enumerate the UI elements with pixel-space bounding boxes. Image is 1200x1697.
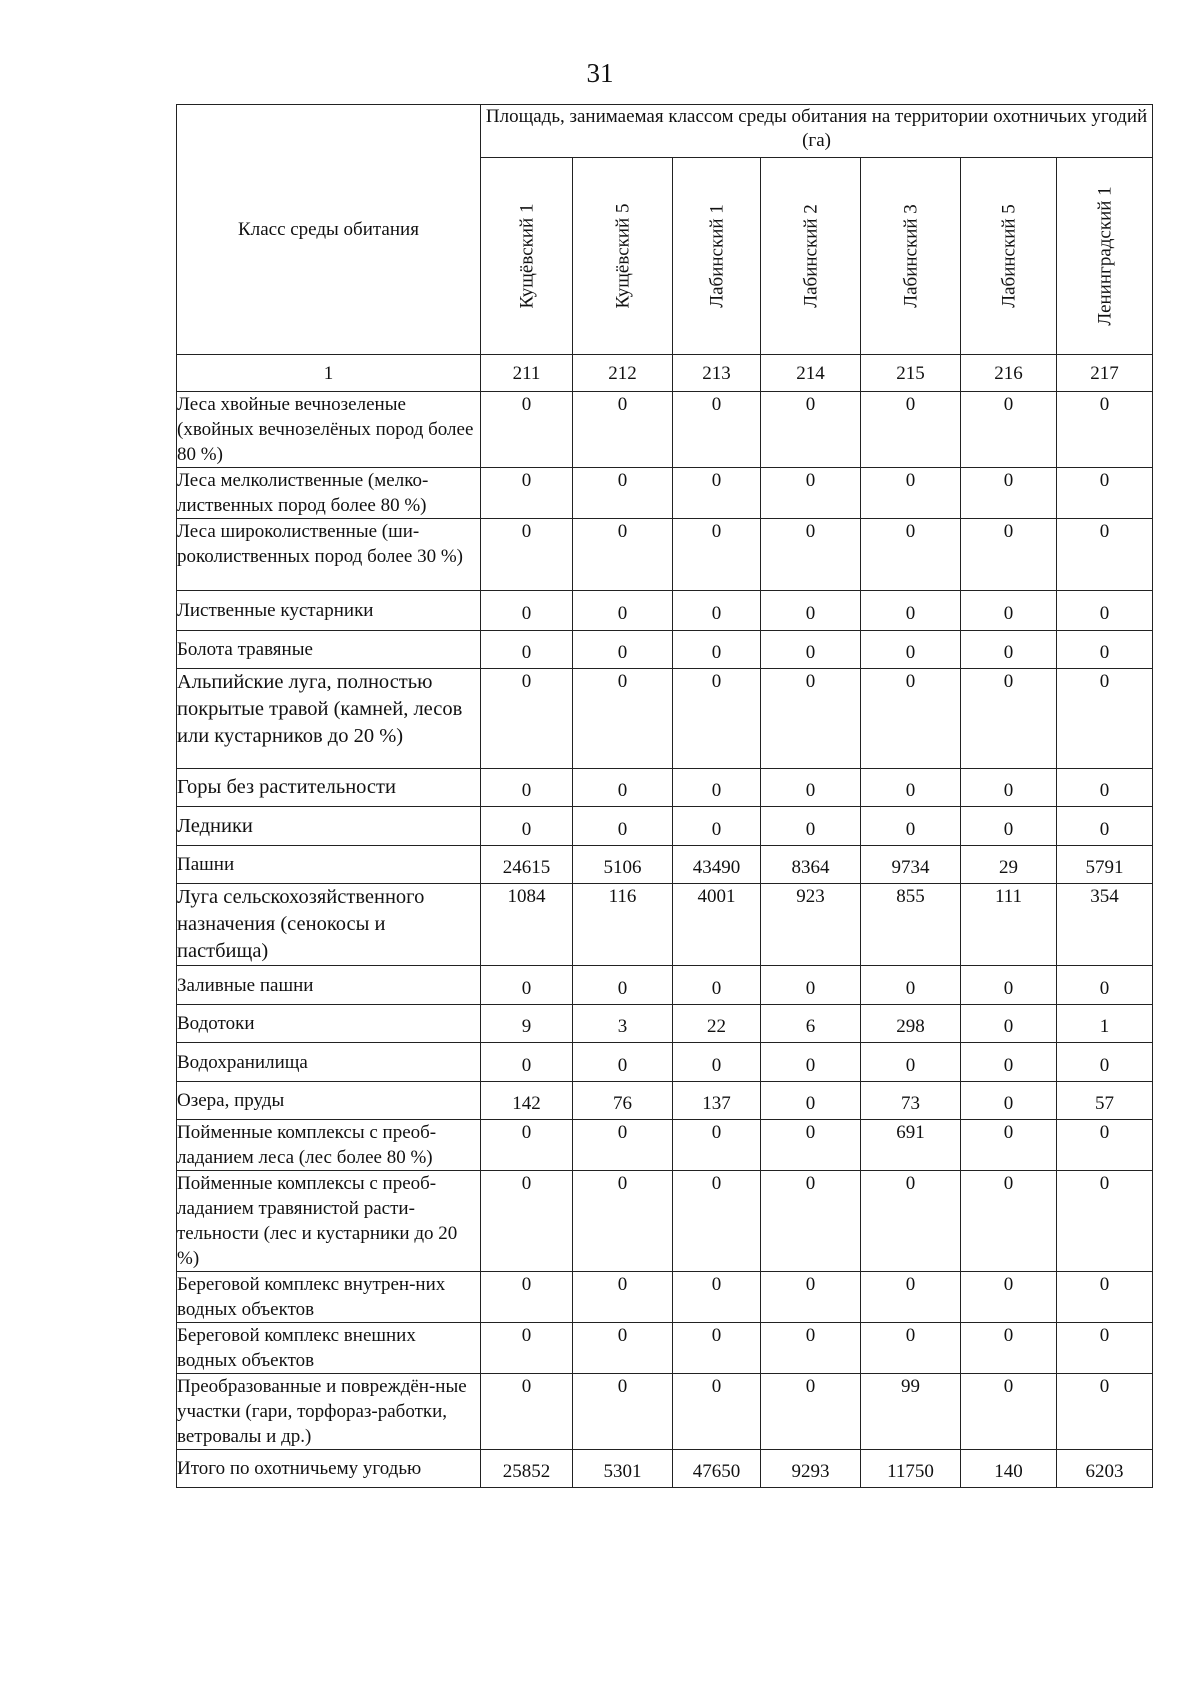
- area-value: 0: [673, 1374, 761, 1450]
- area-value: 0: [673, 392, 761, 468]
- table-row: [177, 468, 1153, 519]
- area-value: 0: [481, 1120, 573, 1171]
- area-value: 0: [761, 1043, 861, 1082]
- column-header: Кущёвский 1: [481, 158, 573, 355]
- table-row: [177, 1043, 1153, 1082]
- area-value: 6: [761, 1005, 861, 1043]
- area-value: 0: [861, 1043, 961, 1082]
- area-value: 0: [961, 1272, 1057, 1323]
- area-value: 1: [1057, 1005, 1153, 1043]
- area-value: 0: [673, 966, 761, 1005]
- area-value: 5791: [1057, 846, 1153, 884]
- area-value: 9: [481, 1005, 573, 1043]
- area-value: 0: [761, 769, 861, 807]
- column-number: 211: [481, 355, 573, 392]
- habitat-class-name: Преобразованные и повреждён-ные участки (гари, торфораз-работки, ветровалы и др.): [177, 1374, 481, 1450]
- area-value: 0: [861, 1272, 961, 1323]
- column-header: Ленинградский 1: [1057, 158, 1153, 355]
- area-value: 0: [481, 966, 573, 1005]
- area-value: 24615: [481, 846, 573, 884]
- area-value: 0: [961, 519, 1057, 591]
- habitat-class-name: Заливные пашни: [177, 966, 481, 1005]
- area-value: 142: [481, 1082, 573, 1120]
- area-value: 0: [1057, 1120, 1153, 1171]
- area-value: 0: [761, 392, 861, 468]
- area-value: 0: [1057, 966, 1153, 1005]
- area-value: 0: [481, 591, 573, 631]
- area-value: 0: [861, 468, 961, 519]
- table-row: [177, 1272, 1153, 1323]
- area-value: 116: [573, 884, 673, 966]
- habitat-class-name: Итого по охотничьему угодью: [177, 1450, 481, 1488]
- column-number: 214: [761, 355, 861, 392]
- habitat-class-name: Лиственные кустарники: [177, 591, 481, 631]
- area-value: 0: [573, 1323, 673, 1374]
- area-value: 0: [1057, 1323, 1153, 1374]
- area-value: 11750: [861, 1450, 961, 1488]
- area-value: 0: [1057, 392, 1153, 468]
- area-value: 0: [481, 669, 573, 769]
- area-value: 0: [673, 519, 761, 591]
- area-value: 0: [573, 468, 673, 519]
- area-value: 0: [861, 769, 961, 807]
- area-value: 0: [481, 519, 573, 591]
- area-value: 0: [573, 1043, 673, 1082]
- area-value: 0: [961, 807, 1057, 846]
- area-value: 0: [1057, 1272, 1153, 1323]
- area-value: 0: [673, 591, 761, 631]
- table-row: [177, 966, 1153, 1005]
- area-value: 0: [481, 392, 573, 468]
- area-value: 0: [961, 669, 1057, 769]
- column-header: Лабинский 2: [761, 158, 861, 355]
- area-value: 0: [573, 1120, 673, 1171]
- area-value: 0: [1057, 769, 1153, 807]
- area-value: 99: [861, 1374, 961, 1450]
- area-value: 0: [481, 1171, 573, 1272]
- table-row: [177, 807, 1153, 846]
- area-value: 76: [573, 1082, 673, 1120]
- area-value: 57: [1057, 1082, 1153, 1120]
- area-value: 354: [1057, 884, 1153, 966]
- habitat-class-name: Водохранилища: [177, 1043, 481, 1082]
- area-value: 0: [761, 1272, 861, 1323]
- area-value: 0: [961, 1005, 1057, 1043]
- area-value: 0: [961, 468, 1057, 519]
- habitat-class-name: Береговой комплекс внутрен-них водных объектов: [177, 1272, 481, 1323]
- area-value: 9293: [761, 1450, 861, 1488]
- area-value: 137: [673, 1082, 761, 1120]
- table-row: [177, 591, 1153, 631]
- column-number: 216: [961, 355, 1057, 392]
- habitat-area-table: [176, 104, 1153, 1488]
- area-value: 8364: [761, 846, 861, 884]
- area-value: 0: [673, 1272, 761, 1323]
- area-value: 0: [761, 1082, 861, 1120]
- area-value: 0: [961, 966, 1057, 1005]
- column-number: 212: [573, 355, 673, 392]
- area-value: 140: [961, 1450, 1057, 1488]
- area-value: 0: [1057, 1374, 1153, 1450]
- area-value: 0: [761, 807, 861, 846]
- area-value: 0: [861, 519, 961, 591]
- area-value: 0: [573, 807, 673, 846]
- area-value: 0: [761, 1323, 861, 1374]
- area-value: 0: [1057, 1171, 1153, 1272]
- area-value: 691: [861, 1120, 961, 1171]
- area-value: 0: [673, 769, 761, 807]
- area-value: 5301: [573, 1450, 673, 1488]
- habitat-class-name: Береговой комплекс внешних водных объектов: [177, 1323, 481, 1374]
- area-value: 0: [861, 1171, 961, 1272]
- area-value: 0: [573, 1272, 673, 1323]
- column-number-row: [177, 355, 1153, 392]
- area-value: 9734: [861, 846, 961, 884]
- habitat-class-name: Луга сельскохозяйственного назначения (сенокосы и пастбища): [177, 884, 481, 966]
- area-value: 0: [481, 769, 573, 807]
- table-row: [177, 392, 1153, 468]
- habitat-class-name: Водотоки: [177, 1005, 481, 1043]
- area-value: 0: [961, 591, 1057, 631]
- area-value: 0: [573, 392, 673, 468]
- column-header: Кущёвский 5: [573, 158, 673, 355]
- area-value: 0: [673, 669, 761, 769]
- area-value: 0: [673, 1171, 761, 1272]
- area-value: 0: [961, 1374, 1057, 1450]
- area-value: 0: [961, 1171, 1057, 1272]
- table-row: [177, 1082, 1153, 1120]
- area-value: 0: [861, 631, 961, 669]
- table-row: [177, 846, 1153, 884]
- area-value: 0: [861, 392, 961, 468]
- area-value: 855: [861, 884, 961, 966]
- column-number: 215: [861, 355, 961, 392]
- area-value: 0: [673, 1120, 761, 1171]
- area-value: 0: [761, 591, 861, 631]
- area-value: 0: [573, 966, 673, 1005]
- area-value: 0: [961, 392, 1057, 468]
- table-row: [177, 1323, 1153, 1374]
- habitat-class-name: Ледники: [177, 807, 481, 846]
- area-value: 111: [961, 884, 1057, 966]
- area-value: 73: [861, 1082, 961, 1120]
- habitat-class-name: Леса широколиственные (ши-роколиственных пород более 30 %): [177, 519, 481, 591]
- area-value: 0: [761, 1374, 861, 1450]
- table-row: [177, 1171, 1153, 1272]
- area-value: 0: [573, 1374, 673, 1450]
- area-value: 923: [761, 884, 861, 966]
- table-row: [177, 884, 1153, 966]
- table-row: [177, 769, 1153, 807]
- table-row: [177, 519, 1153, 591]
- area-value: 3: [573, 1005, 673, 1043]
- area-value: 47650: [673, 1450, 761, 1488]
- area-value: 29: [961, 846, 1057, 884]
- area-value: 0: [961, 1082, 1057, 1120]
- area-value: 0: [481, 1374, 573, 1450]
- area-value: 0: [861, 1323, 961, 1374]
- area-value: 22: [673, 1005, 761, 1043]
- area-value: 0: [1057, 591, 1153, 631]
- area-value: 25852: [481, 1450, 573, 1488]
- area-value: 4001: [673, 884, 761, 966]
- area-value: 0: [961, 1323, 1057, 1374]
- area-value: 43490: [673, 846, 761, 884]
- area-value: 0: [1057, 1043, 1153, 1082]
- area-value: 0: [573, 519, 673, 591]
- area-value: 0: [1057, 519, 1153, 591]
- column-header: Лабинский 5: [961, 158, 1057, 355]
- area-value: 0: [673, 807, 761, 846]
- area-value: 0: [673, 1323, 761, 1374]
- area-value: 0: [573, 591, 673, 631]
- area-value: 0: [481, 1323, 573, 1374]
- column-number: 217: [1057, 355, 1153, 392]
- area-value: 0: [1057, 669, 1153, 769]
- area-value: 0: [861, 669, 961, 769]
- table-row: [177, 1450, 1153, 1488]
- area-value: 6203: [1057, 1450, 1153, 1488]
- area-value: 0: [1057, 807, 1153, 846]
- area-value: 0: [861, 807, 961, 846]
- habitat-class-name: Болота травяные: [177, 631, 481, 669]
- area-value: 0: [673, 631, 761, 669]
- area-value: 0: [761, 631, 861, 669]
- habitat-class-name: Пашни: [177, 846, 481, 884]
- table-row: [177, 631, 1153, 669]
- area-value: 0: [481, 631, 573, 669]
- area-value: 0: [961, 1120, 1057, 1171]
- area-header: Площадь, занимаемая классом среды обитания на территории охотничьих угодий (га): [481, 105, 1153, 158]
- area-value: 0: [961, 1043, 1057, 1082]
- area-value: 0: [573, 769, 673, 807]
- area-value: 0: [861, 966, 961, 1005]
- table-row: [177, 1120, 1153, 1171]
- area-value: 5106: [573, 846, 673, 884]
- table-row: [177, 1005, 1153, 1043]
- column-number: 1: [177, 355, 481, 392]
- area-value: 0: [1057, 631, 1153, 669]
- area-value: 0: [673, 468, 761, 519]
- habitat-class-name: Пойменные комплексы с преоб-ладанием травянистой расти-тельности (лес и кустарники до 20 %): [177, 1171, 481, 1272]
- area-value: 0: [481, 807, 573, 846]
- habitat-class-name: Леса мелколиственные (мелко-лиственных пород более 80 %): [177, 468, 481, 519]
- area-value: 0: [481, 1272, 573, 1323]
- habitat-class-header: Класс среды обитания: [177, 105, 481, 355]
- area-value: 1084: [481, 884, 573, 966]
- page-number: 31: [586, 58, 614, 88]
- table-row: [177, 669, 1153, 769]
- area-value: 0: [961, 769, 1057, 807]
- area-value: 0: [761, 1120, 861, 1171]
- area-value: 0: [573, 631, 673, 669]
- area-value: 0: [961, 631, 1057, 669]
- area-value: 298: [861, 1005, 961, 1043]
- area-value: 0: [573, 669, 673, 769]
- habitat-class-name: Леса хвойные вечнозеленые (хвойных вечнозелёных пород более 80 %): [177, 392, 481, 468]
- column-number: 213: [673, 355, 761, 392]
- area-value: 0: [861, 591, 961, 631]
- area-value: 0: [673, 1043, 761, 1082]
- area-value: 0: [761, 468, 861, 519]
- area-value: 0: [1057, 468, 1153, 519]
- habitat-class-name: Альпийские луга, полностью покрытые травой (камней, лесов или кустарников до 20 %): [177, 669, 481, 769]
- column-header: Лабинский 3: [861, 158, 961, 355]
- area-value: 0: [761, 966, 861, 1005]
- table-row: [177, 1374, 1153, 1450]
- habitat-class-name: Озера, пруды: [177, 1082, 481, 1120]
- area-value: 0: [481, 468, 573, 519]
- table-body: [177, 355, 1153, 1488]
- area-value: 0: [761, 1171, 861, 1272]
- column-header: Лабинский 1: [673, 158, 761, 355]
- habitat-class-name: Горы без растительности: [177, 769, 481, 807]
- area-value: 0: [573, 1171, 673, 1272]
- area-value: 0: [761, 669, 861, 769]
- habitat-class-name: Пойменные комплексы с преоб-ладанием леса (лес более 80 %): [177, 1120, 481, 1171]
- area-value: 0: [761, 519, 861, 591]
- area-value: 0: [481, 1043, 573, 1082]
